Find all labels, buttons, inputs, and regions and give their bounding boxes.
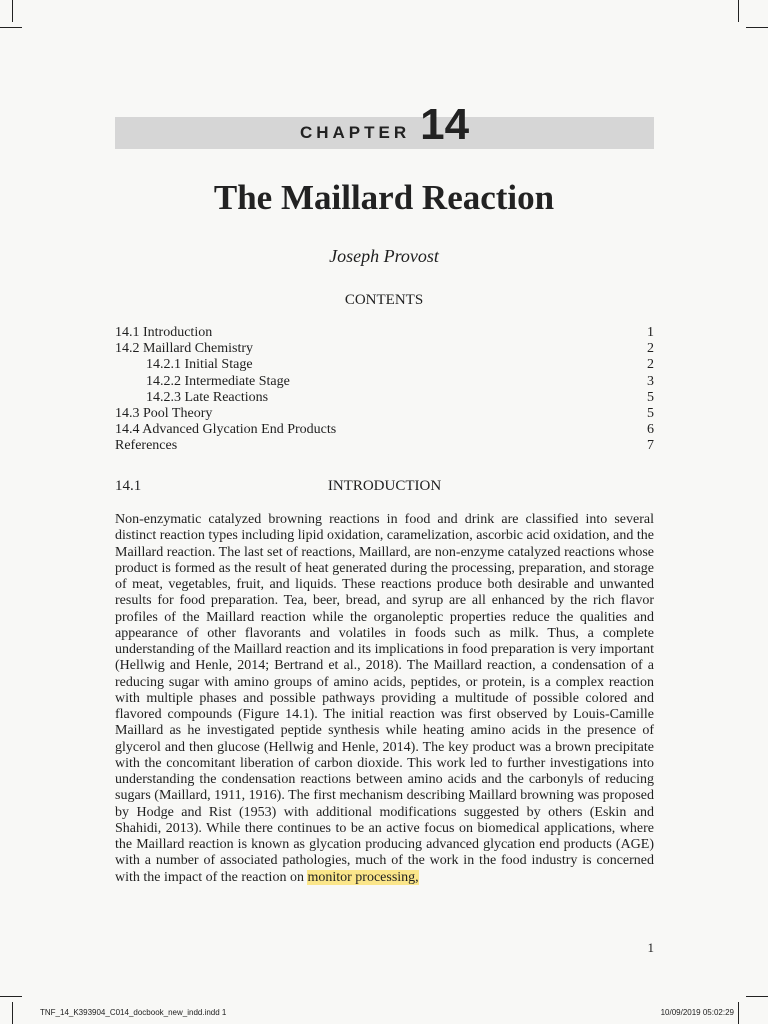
toc-entry-page: 1: [647, 325, 654, 340]
page-number: 1: [647, 940, 654, 955]
toc-entry-page: 2: [647, 341, 654, 357]
toc-entry-title: 14.2.2 Intermediate Stage: [146, 373, 290, 389]
toc-entry-page: 5: [647, 406, 654, 422]
contents-heading: CONTENTS: [344, 292, 424, 308]
print-slug-file: TNF_14_K393904_C014_docbook_new_indd.indd 1: [40, 1008, 227, 1017]
author-name: Joseph Provost: [329, 246, 439, 266]
toc-entry[interactable]: [115, 341, 654, 357]
crop-mark: [738, 0, 739, 22]
toc-entry-title: 14.2 Maillard Chemistry: [115, 341, 254, 357]
toc-entry-page: 7: [647, 438, 654, 454]
section-title: INTRODUCTION: [327, 478, 442, 494]
toc-entry[interactable]: [115, 325, 654, 341]
crop-mark: [738, 1002, 739, 1024]
toc-entry-page: 2: [647, 357, 654, 373]
highlighted-text[interactable]: monitor processing,: [307, 869, 419, 885]
toc-entry[interactable]: [115, 422, 654, 438]
toc-entry[interactable]: [115, 357, 654, 373]
toc-entry[interactable]: [115, 374, 654, 390]
crop-mark: [12, 1002, 13, 1024]
toc-entry-page: 5: [647, 389, 654, 405]
crop-mark: [12, 0, 13, 22]
section-number: 14.1: [115, 478, 142, 494]
crop-mark: [746, 27, 768, 28]
chapter-banner: [115, 100, 654, 149]
crop-mark: [0, 996, 22, 997]
toc-entry-title: 14.1 Introduction: [115, 325, 213, 340]
body-paragraph: [115, 512, 654, 886]
toc-entry[interactable]: [115, 438, 654, 454]
toc-entry[interactable]: [115, 406, 654, 422]
toc-entry-title: 14.2.3 Late Reactions: [146, 389, 269, 405]
toc-entry-page: 6: [647, 422, 654, 438]
toc-entry[interactable]: [115, 390, 654, 406]
toc-entry-title: 14.3 Pool Theory: [115, 406, 213, 422]
chapter-label: CHAPTER: [299, 123, 411, 142]
crop-mark: [0, 27, 22, 28]
table-of-contents: [115, 325, 654, 455]
toc-entry-title: References: [115, 438, 178, 454]
toc-entry-title: 14.2.1 Initial Stage: [146, 357, 253, 373]
crop-mark: [746, 996, 768, 997]
chapter-number: 14: [420, 100, 470, 149]
print-slug-timestamp: 10/09/2019 05:02:29: [660, 1008, 734, 1017]
toc-entry-title: 14.4 Advanced Glycation End Products: [115, 422, 337, 438]
toc-entry-page: 3: [647, 373, 654, 389]
chapter-title: The Maillard Reaction: [213, 178, 555, 217]
body-text-main: Non-enzymatic catalyzed browning reactions in food and drink are classified into several distinct reaction types including lipid oxidation, caramelization, ascorbic acid oxidation, and the Maillard reaction. The last set of reactions, Maillard, are non-enzyme catalyzed reactions whose product is formed as the result of heat generated during the processing, preparation, and storage of meat, vegetables, fruit, and liquids. These reactions produce both desirable and unwanted results for food preparation. Tea, beer, bread, and syrup are all enhanced by the rich flavor profiles of the Maillard reaction while the organoleptic properties reduce the qualities and appearance of other flavorants and volatiles in foods such as milk. Thus, a complete understanding of the Maillard reaction and its implications in food preparation is very important (Hellwig and Henle, 2014; Bertrand et al., 2018). The Maillard reaction, a condensation of a reducing sugar with amino groups of amino acids, peptides, or protein, is a complex reaction with multiple phases and possible pathways providing a multitude of possible colored and flavored compounds (Figure 14.1). The initial reaction was first observed by Louis-Camille Maillard as he investigated peptide synthesis while heating amino acids in the presence of glycerol and then glucose (Hellwig and Henle, 2014). The key product was a brown precipitate with the concomitant liberation of carbon dioxide. This work led to further investigations into understanding the condensation reactions between amino acids and the carbonyls of reducing sugars (Maillard, 1911, 1916). The first mechanism describing Maillard browning was proposed by Hodge and Rist (1953) with additional modifications suggested by others (Eskin and Shahidi, 2013). While there continues to be an active focus on biomedical applications, where the Maillard reaction is known as glycation producing advanced glycation end products (AGE) with a number of associated pathologies, much of the work in the food industry is concerned with the impact of the reaction on: [115, 512, 654, 885]
